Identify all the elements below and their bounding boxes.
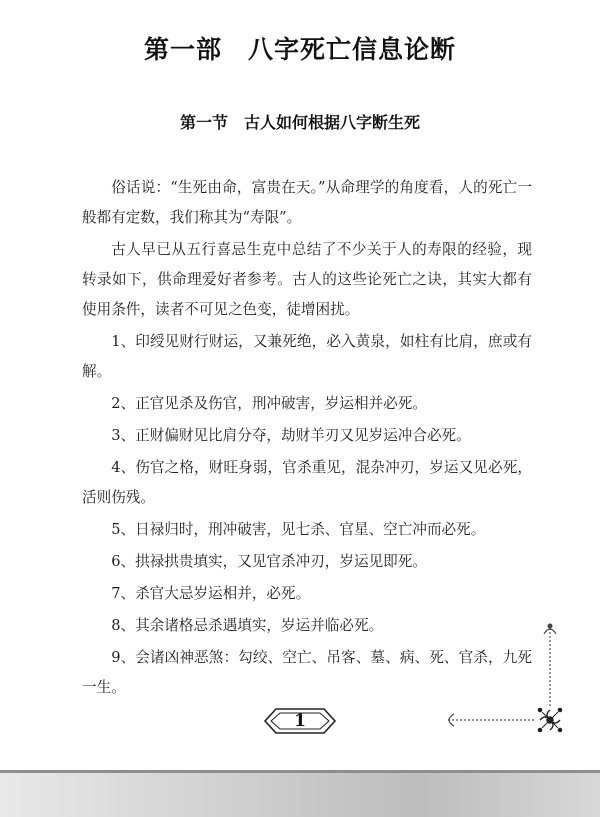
paragraph: 1、印绶见财行财运，又兼死绝，必入黄泉，如柱有比肩，庶或有解。 bbox=[82, 333, 532, 380]
flourish-corner-icon bbox=[440, 620, 570, 735]
paragraph: 俗话说：“生死由命，富贵在天。”从命理学的角度看，人的死亡一般都有定数，我们称其为“寿限”。 bbox=[82, 179, 532, 226]
paragraph: 8、其余诸格忌杀遇填实，岁运并临必死。 bbox=[111, 617, 384, 634]
paragraph: 7、杀官大忌岁运相并，必死。 bbox=[111, 585, 311, 602]
paragraph: 5、日禄归时，刑冲破害，见七杀、官星、空亡冲而必死。 bbox=[111, 521, 486, 538]
paragraph: 2、正官见杀及伤官，刑冲破害，岁运相并必死。 bbox=[111, 395, 427, 412]
bottom-band bbox=[0, 770, 600, 817]
section-title: 第一节 古人如何根据八字断生死 bbox=[179, 113, 420, 132]
paragraph: 6、拱禄拱贵填实，又见官杀冲刃，岁运见即死。 bbox=[111, 553, 427, 570]
bottom-band-edge bbox=[0, 770, 600, 773]
page-number: 1 bbox=[294, 711, 306, 731]
chapter-title: 第一部 八字死亡信息论断 bbox=[143, 35, 456, 64]
paragraph: 3、正财偏财见比肩分夺，劫财羊刃又见岁运冲合必死。 bbox=[111, 427, 471, 444]
page-number-box bbox=[262, 706, 338, 736]
paragraph: 古人早已从五行喜忌生克中总结了不少关于人的寿限的经验，现转录如下，供命理爱好者参考。古人的这些论死亡之诀，其实大都有使用条件，读者不可见之色变，徒增困扰。 bbox=[82, 241, 532, 318]
paragraph: 4、伤官之格，财旺身弱，官杀重见，混杂冲刃，岁运又见必死，活则伤残。 bbox=[82, 459, 532, 506]
paragraph: 9、会诸凶神恶煞：勾绞、空亡、吊客、墓、病、死、官杀，九死一生。 bbox=[82, 649, 532, 696]
